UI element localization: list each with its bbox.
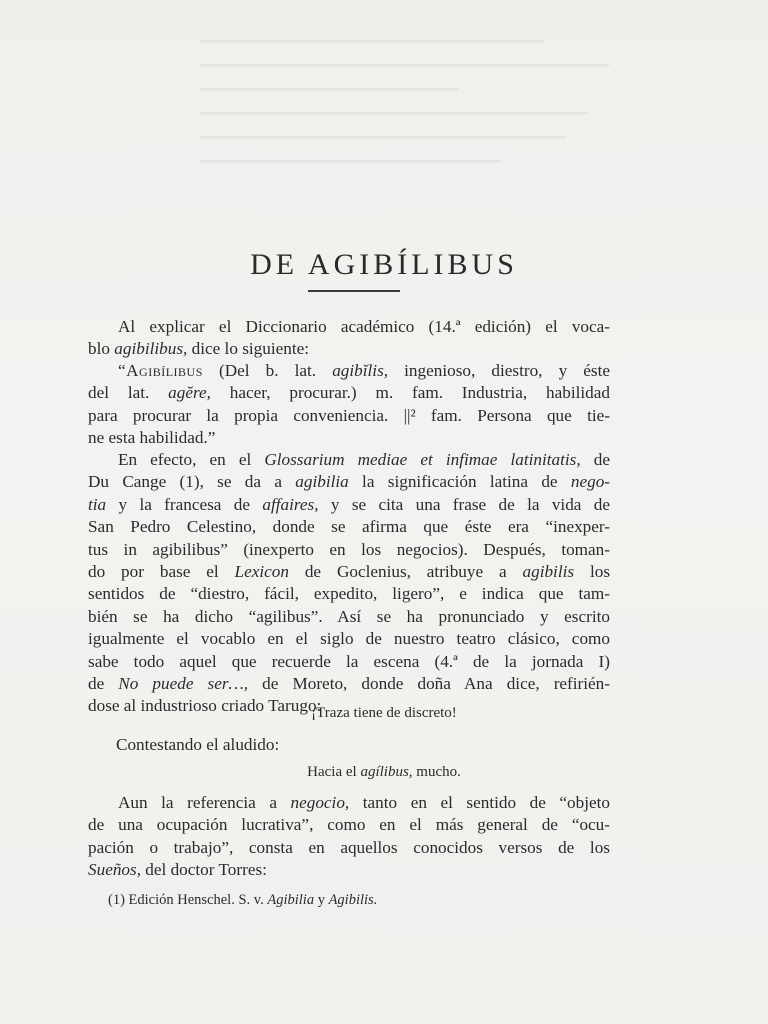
text-line: ne esta habilidad.” <box>88 428 216 448</box>
text-line: Aun la referencia a negocio, tanto en el sentido de “objeto <box>118 793 610 812</box>
text-line: para procurar la propia conveniencia. ||² fam. Persona que tie- <box>88 405 610 425</box>
text-line: de una ocupación lucrativa”, como en el más general de “ocu- <box>88 815 610 835</box>
paragraph-3 <box>88 449 610 718</box>
paragraph-1 <box>88 316 610 361</box>
text-line: San Pedro Celestino, donde se afirma que éste era “inexper- <box>88 517 610 537</box>
text-line: “Agibílibus (Del b. lat. agibĭlis, ingenioso, diestro, y éste <box>118 361 610 380</box>
verse-quote-2: Hacia el agílibus, mucho. <box>307 764 461 780</box>
title-rule <box>308 290 400 292</box>
text-line: tus in agibilibus” (inexperto en los negocios). Después, toman- <box>88 539 610 559</box>
contest-line: Contestando el aludido: <box>116 735 280 754</box>
text-line: Du Cange (1), se da a agibilia la significación latina de nego- <box>88 472 611 492</box>
text-line: Sueños, del doctor Torres: <box>88 860 267 880</box>
text-line: de No puede ser…, de Moreto, donde doña Ana dice, refirién- <box>88 674 610 694</box>
text-line: sabe todo aquel que recuerde la escena (4.ª de la jornada I) <box>88 651 610 671</box>
show-through-text <box>200 18 630 218</box>
page-title: DE AGIBÍLIBUS <box>250 248 518 281</box>
text-line: blo agibilibus, dice lo siguiente: <box>88 339 310 359</box>
text-line: tia y la francesa de affaires, y se cita una frase de la vida de <box>88 494 610 514</box>
text-line: igualmente el vocablo en el siglo de nuestro teatro clásico, como <box>88 629 610 649</box>
paragraph-2 <box>88 360 610 450</box>
text-line: do por base el Lexicon de Goclenius, atribuye a agibilis los <box>88 562 611 582</box>
paragraph-4 <box>88 792 610 882</box>
text-line: pación o trabajo”, consta en aquellos conocidos versos de los <box>88 837 610 857</box>
verse-quote-1: ¡Traza tiene de discreto! <box>311 705 457 721</box>
text-line: En efecto, en el Glossarium mediae et infimae latinitatis, de <box>118 450 610 469</box>
text-line: Al explicar el Diccionario académico (14.ª edición) el voca- <box>118 317 610 336</box>
text-line: sentidos de “diestro, fácil, expedito, ligero”, e indica que tam- <box>88 584 610 604</box>
text-line: dose al industrioso criado Tarugo: <box>88 696 322 716</box>
text-line: del lat. agĕre, hacer, procurar.) m. fam. Industria, habilidad <box>88 383 610 403</box>
text-line: bién se ha dicho “agilibus”. Así se ha pronunciado y escrito <box>88 606 610 626</box>
footnote: (1) Edición Henschel. S. v. Agibilia y Agibilis. <box>108 892 378 908</box>
